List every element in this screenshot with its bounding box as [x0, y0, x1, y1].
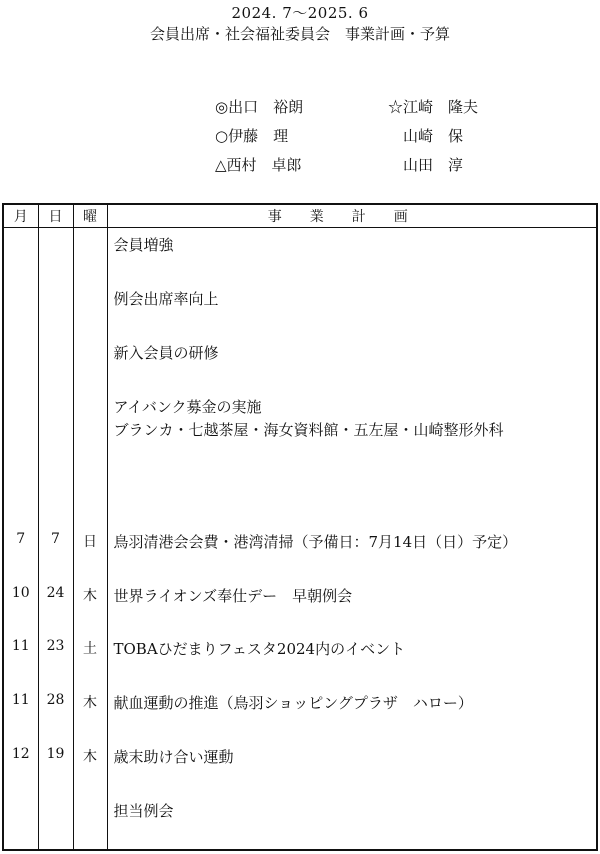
- month-value: 11: [11, 638, 30, 654]
- plan-item: TOBAひだまりフェスタ2024内のイベント: [113, 640, 406, 658]
- plan-item: 新入会員の研修: [113, 344, 219, 362]
- header-day: 日: [38, 204, 73, 228]
- document-title: 会員出席・社会福祉委員会 事業計画・予算: [149, 25, 450, 43]
- month-value: 10: [11, 585, 30, 601]
- header-plan: 事業計画: [107, 204, 597, 228]
- member-name: ◎出口 裕朗: [215, 98, 304, 116]
- members-right-column: [388, 93, 478, 180]
- plan-item-title: アイバンク募金の実施: [113, 398, 262, 416]
- plan-table: [2, 203, 598, 851]
- plan-item: 献血運動の推進（鳥羽ショッピングプラザ ハロー）: [113, 694, 473, 712]
- plan-item: 鳥羽清港会会費・港湾清掃（予備日：7月14日（日）予定）: [113, 533, 518, 551]
- plan-item: 担当例会: [113, 802, 174, 820]
- period-heading: 2024. 7～2025. 6: [231, 4, 369, 22]
- plan-item: 世界ライオンズ奉仕デー 早朝例会: [113, 587, 353, 605]
- day-column: [38, 228, 73, 851]
- header-month: 月: [3, 204, 38, 228]
- weekday-value: 土: [83, 641, 97, 657]
- day-value: 28: [46, 692, 65, 708]
- weekday-value: 木: [83, 749, 97, 765]
- day-value: 23: [46, 638, 65, 654]
- plan-item-detail: ブランカ・七越茶屋・海女資料館・五左屋・山崎整形外科: [113, 421, 504, 439]
- member-name: 山田 淳: [388, 156, 464, 174]
- month-value: 12: [11, 746, 30, 762]
- month-value: 7: [16, 531, 26, 547]
- members-left-column: [215, 93, 303, 180]
- header-weekday: 曜: [73, 204, 107, 228]
- plan-column: [107, 228, 597, 851]
- weekday-value: 木: [83, 695, 97, 711]
- weekday-value: 木: [83, 588, 97, 604]
- weekday-column: [73, 228, 107, 851]
- plan-item: [114, 396, 504, 440]
- day-value: 19: [46, 746, 65, 762]
- plan-item: 例会出席率向上: [113, 290, 219, 308]
- plan-item: 歳末助け合い運動: [113, 748, 234, 766]
- table-header-row: [3, 204, 597, 228]
- member-name: ○伊藤 理: [215, 127, 289, 145]
- member-name: △西村 卓郎: [215, 156, 302, 174]
- weekday-value: 日: [83, 534, 97, 550]
- month-column: [3, 228, 38, 851]
- plan-item: 会員増強: [113, 236, 174, 254]
- member-name: ☆江崎 隆夫: [388, 98, 479, 116]
- table-body-row: [3, 228, 597, 851]
- day-value: 7: [51, 531, 60, 547]
- month-value: 11: [11, 692, 30, 708]
- day-value: 24: [46, 585, 65, 601]
- member-name: 山崎 保: [388, 127, 464, 145]
